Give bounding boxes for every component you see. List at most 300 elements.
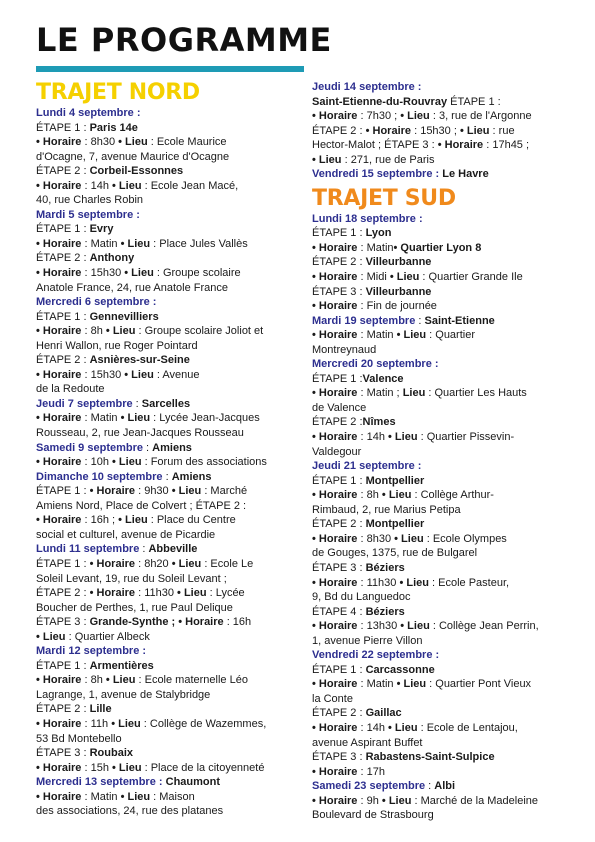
emphasis-text: Grande-Synthe ; • Horaire <box>89 616 224 629</box>
emphasis-text: • Horaire <box>312 387 358 400</box>
emphasis-text: • Horaire <box>36 761 82 774</box>
section-title-trajet-nord: TRAJET NORD <box>36 80 200 105</box>
line-text: : Quartier Pissevin- <box>417 431 515 444</box>
schedule-line <box>312 474 570 489</box>
schedule-line <box>36 659 300 674</box>
emphasis-text: Abbeville <box>148 543 198 556</box>
line-text: : Collège Jean Perrin, <box>429 620 539 633</box>
emphasis-text: Lille <box>89 703 112 716</box>
emphasis-text: • Horaire <box>312 431 358 444</box>
emphasis-text: • Lieu <box>120 412 151 425</box>
emphasis-text: Paris 14e <box>89 121 138 134</box>
schedule-line <box>312 372 570 387</box>
emphasis-text: Le Havre <box>442 168 489 181</box>
line-text: : Quartier Les Hauts <box>425 387 527 400</box>
line-text: : Forum des associations <box>141 456 267 469</box>
emphasis-text: • Lieu <box>105 674 136 687</box>
line-text: ÉTAPE 1 : <box>36 485 90 498</box>
line-text: : Matin <box>81 412 121 425</box>
emphasis-text: • Horaire <box>36 717 82 730</box>
emphasis-text: • Horaire <box>312 271 358 284</box>
day-heading: Mardi 5 septembre : <box>36 208 140 221</box>
line-text: ÉTAPE 2 : <box>312 256 366 269</box>
emphasis-text: • Horaire <box>89 485 136 498</box>
schedule-line <box>312 124 570 139</box>
line-text: Montreynaud <box>312 343 377 356</box>
line-text: 1, avenue Pierre Villon <box>312 634 423 647</box>
line-text: : Groupe scolaire Joliot et <box>135 325 264 338</box>
schedule-line <box>312 750 570 765</box>
day-heading-label: Lundi 11 septembre <box>36 543 140 556</box>
schedule-line <box>36 266 300 281</box>
line-text: ÉTAPE 1 : <box>36 223 90 236</box>
line-text: de la Redoute <box>36 383 105 396</box>
emphasis-text: • Horaire <box>36 267 82 280</box>
line-text: avenue Aspirant Buffet <box>312 736 423 749</box>
line-text: ÉTAPE 3 : <box>36 747 90 760</box>
schedule-line <box>312 532 570 547</box>
emphasis-text: Roubaix <box>89 747 133 760</box>
line-text: ÉTAPE 1 : <box>36 121 90 134</box>
emphasis-text: • Lieu <box>171 557 202 570</box>
line-text: Rimbaud, 2, rue Marius Petipa <box>312 503 461 516</box>
emphasis-text: • Horaire <box>36 368 82 381</box>
emphasis-text: • Lieu <box>396 329 427 342</box>
emphasis-text: • Horaire <box>36 237 82 250</box>
schedule-line <box>312 605 570 620</box>
day-heading-label: Mardi 19 septembre <box>312 314 416 327</box>
day-heading-label: Mercredi 13 septembre : <box>36 776 163 789</box>
line-text: 40, rue Charles Robin <box>36 194 144 207</box>
emphasis-text: • Lieu <box>112 761 142 774</box>
emphasis-text: • Lieu <box>400 620 430 633</box>
line-text: Lagrange, 1, avenue de Stalybridge <box>36 688 211 701</box>
emphasis-text: • Lieu <box>388 431 418 444</box>
emphasis-text: • Lieu <box>124 267 154 280</box>
line-text: : 10h <box>81 456 113 469</box>
schedule-line <box>312 226 570 241</box>
line-text: : <box>162 470 172 483</box>
schedule-line <box>36 790 300 805</box>
day-heading: Jeudi 21 septembre : <box>312 460 422 473</box>
line-text: : Matin <box>357 329 397 342</box>
emphasis-text: • Lieu <box>381 489 412 502</box>
schedule-line <box>312 430 570 445</box>
emphasis-text: • Lieu <box>389 271 420 284</box>
schedule-line <box>312 285 570 300</box>
schedule-line <box>312 138 570 153</box>
emphasis-text: • Horaire <box>36 674 82 687</box>
line-text: la Conte <box>312 692 353 705</box>
line-text: : Matin <box>357 678 397 691</box>
day-heading: Jeudi 14 septembre : <box>312 81 422 93</box>
schedule-line <box>312 692 570 707</box>
line-text: : rue <box>489 124 515 137</box>
schedule-line <box>36 775 300 790</box>
day-heading: Mercredi 6 septembre : <box>36 296 157 309</box>
emphasis-text: Nîmes <box>362 416 396 429</box>
schedule-line <box>36 688 300 703</box>
line-text: : Midi <box>357 271 390 284</box>
line-text: : Place Jules Vallès <box>150 237 248 250</box>
line-text: : Place du Centre <box>147 514 236 527</box>
schedule-line <box>36 237 300 252</box>
schedule-line <box>312 503 570 518</box>
schedule-line <box>312 270 570 285</box>
line-text: : Collège Arthur- <box>411 489 494 502</box>
emphasis-text: Asnières-sur-Seine <box>89 354 190 367</box>
schedule-line <box>36 353 300 368</box>
line-text: ÉTAPE 1 : <box>36 659 90 672</box>
emphasis-text: Amiens <box>152 441 192 454</box>
schedule-line <box>36 542 300 557</box>
emphasis-text: • Horaire <box>312 489 358 502</box>
schedule-line <box>36 601 300 616</box>
emphasis-text: • Lieu <box>118 514 148 527</box>
emphasis-text: • Horaire <box>312 300 358 313</box>
emphasis-text: • Lieu <box>171 485 202 498</box>
line-text: ÉTAPE 4 : <box>312 605 366 618</box>
emphasis-text: Villeurbanne <box>365 256 432 269</box>
line-text: : 271, rue de Paris <box>341 153 435 166</box>
emphasis-text: Montpellier <box>365 518 425 531</box>
emphasis-text: Anthony <box>89 252 135 265</box>
line-text: Hector-Malot ; ÉTAPE 3 : <box>312 139 438 152</box>
line-text: ÉTAPE 1 : <box>36 557 90 570</box>
left-column <box>36 80 300 819</box>
line-text: : Matin <box>81 790 121 803</box>
line-text: : Ecole Jean Macé, <box>141 179 239 192</box>
schedule-line <box>312 517 570 532</box>
schedule-line <box>312 167 570 182</box>
emphasis-text: Evry <box>89 223 114 236</box>
line-text: : <box>143 441 153 454</box>
schedule-line <box>312 663 570 678</box>
section-title-trajet-sud: TRAJET SUD <box>312 185 456 211</box>
line-text: Valdegour <box>312 445 362 458</box>
emphasis-text: Béziers <box>365 561 405 574</box>
emphasis-text: • Horaire <box>89 587 136 600</box>
emphasis-text: • Lieu <box>105 325 136 338</box>
emphasis-text: Montpellier <box>365 474 425 487</box>
emphasis-text: • Lieu <box>177 587 207 600</box>
emphasis-text: • Horaire <box>89 557 136 570</box>
emphasis-text: • Lieu <box>118 136 148 149</box>
emphasis-text: • Horaire <box>36 136 82 149</box>
schedule-line <box>36 179 300 194</box>
emphasis-text: Saint-Etienne-du-Rouvray <box>312 95 448 108</box>
line-text: ÉTAPE 1 : <box>312 474 366 487</box>
schedule-line <box>312 255 570 270</box>
emphasis-text: • Lieu <box>36 630 66 643</box>
emphasis-text: Saint-Etienne <box>424 314 495 327</box>
line-text: ÉTAPE 2 : <box>36 354 90 367</box>
line-text: : Matin <box>357 241 394 254</box>
day-heading: Vendredi 22 septembre : <box>312 649 440 662</box>
page-title: LE PROGRAMME <box>36 21 332 59</box>
schedule-line <box>36 411 300 426</box>
line-text: : Lycée <box>206 587 245 600</box>
emphasis-text: • Horaire <box>365 124 412 137</box>
line-text: : 16h ; <box>81 514 119 527</box>
emphasis-text: Rabastens-Saint-Sulpice <box>365 751 495 764</box>
schedule-line <box>312 765 570 780</box>
line-text: 53 Bd Montebello <box>36 732 122 745</box>
schedule-line <box>36 572 300 587</box>
line-text: : Lycée Jean-Jacques <box>150 412 260 425</box>
schedule-line <box>36 717 300 732</box>
day-heading-label: Samedi 23 septembre <box>312 780 426 793</box>
emphasis-text: • Quartier Lyon 8 <box>393 241 482 254</box>
line-text: : Marché <box>201 485 248 498</box>
schedule-line <box>312 794 570 809</box>
line-text: ÉTAPE 2 : <box>36 165 90 178</box>
line-text: : 8h30 <box>81 136 119 149</box>
title-underline <box>36 66 304 72</box>
emphasis-text: • Horaire <box>312 620 358 633</box>
line-text: : <box>415 314 425 327</box>
line-text: ÉTAPE 2 : <box>312 416 363 429</box>
emphasis-text: Carcassonne <box>365 663 435 676</box>
emphasis-text: • Lieu <box>120 790 151 803</box>
line-text: : Ecole Olympes <box>423 532 507 545</box>
line-text: Henri Wallon, rue Roger Pointard <box>36 339 198 352</box>
schedule-line <box>36 382 300 397</box>
line-text: : Place de la citoyenneté <box>141 761 265 774</box>
line-text: : 8h <box>81 325 106 338</box>
emphasis-text: Corbeil-Essonnes <box>89 165 184 178</box>
line-text: ÉTAPE 1 : <box>447 95 501 108</box>
emphasis-text: • Lieu <box>400 110 430 123</box>
schedule-line <box>312 808 570 823</box>
emphasis-text: • Horaire <box>312 576 358 589</box>
line-text: d'Ocagne, 7, avenue Maurice d'Ocagne <box>36 150 230 163</box>
line-text: : 11h30 <box>135 587 178 600</box>
emphasis-text: Valence <box>362 372 404 385</box>
schedule-line <box>36 368 300 383</box>
day-heading: Mercredi 20 septembre : <box>312 358 439 371</box>
emphasis-text: • Horaire <box>312 241 358 254</box>
emphasis-text: • Lieu <box>459 124 490 137</box>
day-heading-label: Dimanche 10 septembre <box>36 470 163 483</box>
schedule-line <box>36 135 300 150</box>
line-text: Anatole France, 24, rue Anatole France <box>36 281 229 294</box>
day-heading: Mardi 12 septembre : <box>36 645 147 658</box>
line-text: Amiens Nord, Place de Colvert ; ÉTAPE 2 : <box>36 499 247 512</box>
schedule-line <box>312 706 570 721</box>
line-text: ÉTAPE 3 : <box>312 751 366 764</box>
emphasis-text: • Lieu <box>394 532 424 545</box>
schedule-line <box>36 499 300 514</box>
line-text: Boulevard de Strasbourg <box>312 809 434 822</box>
line-text: ÉTAPE 2 : <box>312 707 366 720</box>
line-text: : Matin ; <box>357 387 403 400</box>
line-text: 9, Bd du Languedoc <box>312 591 411 604</box>
emphasis-text: • Horaire <box>36 514 82 527</box>
schedule-line <box>312 736 570 751</box>
schedule-line <box>312 779 570 794</box>
line-text: de Valence <box>312 401 367 414</box>
emphasis-text: • Horaire <box>312 721 358 734</box>
schedule-line <box>36 281 300 296</box>
emphasis-text: • Horaire <box>312 532 358 545</box>
line-text: : Maison <box>150 790 195 803</box>
schedule-line <box>312 109 570 124</box>
emphasis-text: • Horaire <box>36 790 82 803</box>
schedule-line <box>36 251 300 266</box>
emphasis-text: Albi <box>434 780 456 793</box>
schedule-line <box>36 673 300 688</box>
line-text: : 14h <box>81 179 113 192</box>
line-text: : 11h30 <box>357 576 400 589</box>
schedule-line <box>312 546 570 561</box>
line-text: : Marché de la Madeleine <box>411 794 539 807</box>
emphasis-text: Armentières <box>89 659 154 672</box>
schedule-line <box>312 343 570 358</box>
schedule-line <box>312 386 570 401</box>
schedule-line <box>36 164 300 179</box>
line-text: ÉTAPE 1 : <box>36 310 90 323</box>
line-text: : 15h30 <box>81 368 125 381</box>
day-heading-label: Vendredi 15 septembre : <box>312 168 440 181</box>
schedule-line <box>36 470 300 485</box>
line-text: : Quartier Grande Ile <box>419 271 523 284</box>
line-text: : 8h30 <box>357 532 395 545</box>
emphasis-text: • Lieu <box>120 237 151 250</box>
line-text: social et culturel, avenue de Picardie <box>36 528 216 541</box>
emphasis-text: • Horaire <box>312 794 358 807</box>
schedule-line <box>312 576 570 591</box>
schedule-line <box>36 484 300 499</box>
schedule-line <box>312 619 570 634</box>
right-column <box>312 80 570 823</box>
emphasis-text: • Horaire <box>36 325 82 338</box>
line-text: : 15h30 ; <box>411 124 460 137</box>
schedule-line <box>36 586 300 601</box>
schedule-line <box>312 314 570 329</box>
schedule-line <box>36 150 300 165</box>
schedule-line <box>312 721 570 736</box>
schedule-line <box>312 590 570 605</box>
emphasis-text: Lieu <box>402 387 426 400</box>
emphasis-text: • Horaire <box>36 456 82 469</box>
schedule-line <box>36 732 300 747</box>
line-text: : 9h30 <box>135 485 172 498</box>
schedule-line <box>312 153 570 168</box>
schedule-line <box>312 241 570 256</box>
emphasis-text: Gaillac <box>365 707 402 720</box>
line-text: : Collège de Wazemmes, <box>140 717 267 730</box>
emphasis-text: Sarcelles <box>141 397 191 410</box>
day-heading-label: Jeudi 7 septembre <box>36 397 133 410</box>
line-text: : Ecole Le <box>201 557 254 570</box>
schedule-line <box>36 121 300 136</box>
schedule-line <box>36 397 300 412</box>
emphasis-text: Lyon <box>365 227 392 240</box>
line-text: de Gouges, 1375, rue de Bulgarel <box>312 547 478 560</box>
schedule-line <box>36 324 300 339</box>
schedule-line <box>312 328 570 343</box>
emphasis-text: Béziers <box>365 605 405 618</box>
schedule-line <box>36 222 300 237</box>
line-text: Boucher de Perthes, 1, rue Paul Delique <box>36 601 233 614</box>
line-text: : <box>139 543 149 556</box>
schedule-line <box>312 634 570 649</box>
line-text: : Groupe scolaire <box>153 267 241 280</box>
emphasis-text: • Lieu <box>111 717 141 730</box>
schedule-line <box>36 746 300 761</box>
line-text: ÉTAPE 2 : <box>36 252 90 265</box>
schedule-line <box>36 630 300 645</box>
emphasis-text: • Horaire <box>312 110 358 123</box>
emphasis-text: • Lieu <box>381 794 412 807</box>
schedule-line <box>312 401 570 416</box>
line-text: ÉTAPE 1 : <box>312 663 366 676</box>
schedule-line <box>36 310 300 325</box>
schedule-line <box>312 445 570 460</box>
line-text: Soleil Levant, 19, rue du Soleil Levant ; <box>36 572 227 585</box>
line-text: : 17h <box>357 765 385 778</box>
schedule-line <box>312 95 570 110</box>
line-text: Rousseau, 2, rue Jean-Jacques Rousseau <box>36 427 244 440</box>
line-text: : <box>132 397 142 410</box>
line-text: : Ecole de Lentajou, <box>417 721 518 734</box>
schedule-line <box>312 561 570 576</box>
line-text: ÉTAPE 2 : <box>312 518 366 531</box>
emphasis-text: • Lieu <box>124 368 154 381</box>
line-text: : 16h <box>223 616 252 629</box>
schedule-line <box>312 415 570 430</box>
line-text: ÉTAPE 1 : <box>312 227 366 240</box>
line-text: ÉTAPE 2 : <box>312 124 366 137</box>
line-text: : 3, rue de l'Argonne <box>429 110 532 123</box>
emphasis-text: Chaumont <box>165 776 221 789</box>
line-text: : 8h <box>357 489 382 502</box>
line-text: ÉTAPE 2 : <box>36 703 90 716</box>
schedule-line <box>36 557 300 572</box>
schedule-line <box>36 804 300 819</box>
day-heading-label: Samedi 9 septembre <box>36 441 143 454</box>
emphasis-text: • Lieu <box>396 678 427 691</box>
line-text: : Fin de journée <box>357 300 437 313</box>
line-text: : Ecole Maurice <box>147 136 227 149</box>
line-text: : 11h <box>81 717 112 730</box>
line-text: ÉTAPE 3 : <box>312 561 366 574</box>
line-text: : Avenue <box>153 368 200 381</box>
line-text: : 9h <box>357 794 382 807</box>
emphasis-text: • Lieu <box>388 721 418 734</box>
schedule-line <box>312 677 570 692</box>
schedule-line <box>36 193 300 208</box>
line-text: : Quartier Albeck <box>65 630 150 643</box>
line-text: : <box>425 780 435 793</box>
day-heading: Lundi 4 septembre : <box>36 107 141 119</box>
line-text: ÉTAPE 1 : <box>312 372 363 385</box>
emphasis-text: • Horaire <box>36 412 82 425</box>
line-text: : Quartier Pont Vieux <box>426 678 532 691</box>
line-text: : 17h45 ; <box>483 139 530 152</box>
schedule-line <box>36 761 300 776</box>
emphasis-text: • Horaire <box>36 179 82 192</box>
emphasis-text: Gennevilliers <box>89 310 159 323</box>
emphasis-text: • Horaire <box>312 678 358 691</box>
line-text: : 14h <box>357 721 389 734</box>
schedule-line <box>36 702 300 717</box>
line-text: : 7h30 ; <box>357 110 401 123</box>
line-text: : Matin <box>81 237 121 250</box>
schedule-line <box>36 455 300 470</box>
schedule-line <box>36 426 300 441</box>
